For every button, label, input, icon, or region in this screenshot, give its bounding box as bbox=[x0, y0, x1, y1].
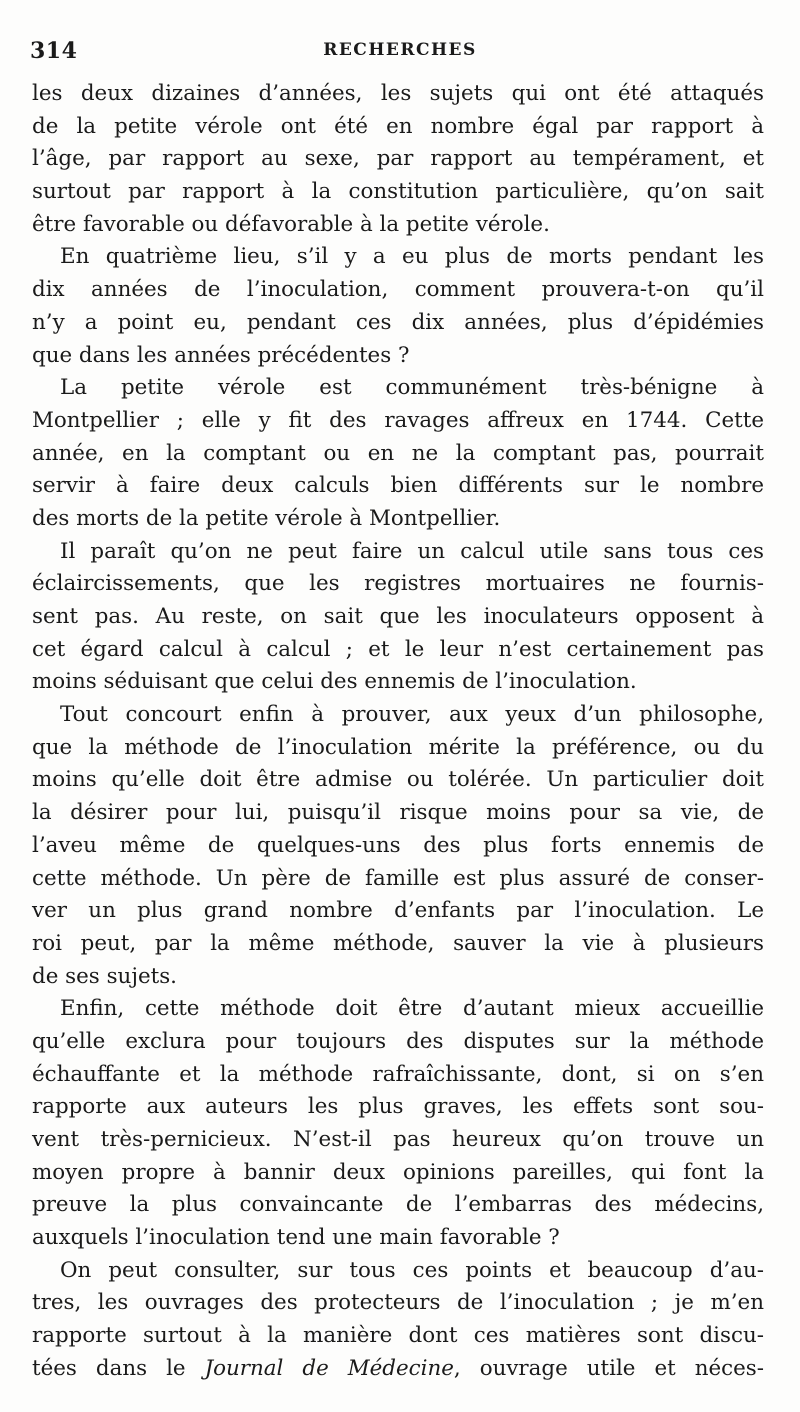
text-line: rapporte aux auteurs les plus graves, les effets sont sou- bbox=[32, 1094, 764, 1120]
text-line-final bbox=[32, 1353, 764, 1386]
page-number: 314 bbox=[30, 38, 78, 64]
text-line: que la méthode de l’inoculation mérite la préférence, ou du bbox=[32, 734, 764, 760]
text-line: On peut consulter, sur tous ces points et beaucoup d’au- bbox=[60, 1257, 764, 1283]
text-line: moins qu’elle doit être admise ou tolérée. Un particulier doit bbox=[32, 767, 764, 793]
text-line: En quatrième lieu, s’il y a eu plus de morts pendant les bbox=[60, 244, 764, 270]
text-line: qu’elle exclura pour toujours des disputes sur la méthode bbox=[32, 1028, 764, 1054]
text-line: rapporte surtout à la manière dont ces matières sont discu- bbox=[32, 1323, 764, 1349]
text-line: moins séduisant que celui des ennemis de l’inoculation. bbox=[32, 669, 637, 695]
text-line: servir à faire deux calculs bien différents sur le nombre bbox=[32, 473, 764, 499]
text-line: des morts de la petite vérole à Montpellier. bbox=[32, 505, 501, 531]
text-line: surtout par rapport à la constitution particulière, qu’on sait bbox=[32, 179, 764, 205]
page-header bbox=[30, 36, 770, 66]
text-line: être favorable ou défavorable à la petite vérole. bbox=[32, 211, 550, 237]
text-line: La petite vérole est communément très-bénigne à bbox=[60, 375, 764, 401]
text-line: l’aveu même de quelques-uns des plus forts ennemis de bbox=[32, 832, 764, 858]
text-line: la désirer pour lui, puisqu’il risque moins pour sa vie, de bbox=[32, 800, 764, 826]
text-line: que dans les années précédentes ? bbox=[32, 342, 410, 368]
text-line: échauffante et la méthode rafraîchissante, dont, si on s’en bbox=[32, 1061, 764, 1087]
text-line: de ses sujets. bbox=[32, 963, 177, 989]
text-line: Tout concourt enfin à prouver, aux yeux d’un philosophe, bbox=[60, 702, 764, 728]
text-line: éclaircissements, que les registres mortuaires ne fournis- bbox=[32, 571, 764, 597]
final-line-start: tées dans le bbox=[32, 1355, 205, 1381]
journal-title: Journal de Médecine bbox=[204, 1355, 454, 1381]
text-line: tres, les ouvrages des protecteurs de l’inoculation ; je m’en bbox=[32, 1290, 764, 1316]
running-head: RECHERCHES bbox=[323, 40, 477, 60]
final-line-end: , ouvrage utile et néces- bbox=[453, 1355, 764, 1381]
text-line: année, en la comptant ou en ne la comptant pas, pourrait bbox=[32, 440, 764, 466]
text-line: cet égard calcul à calcul ; et le leur n’est certainement pas bbox=[32, 636, 764, 662]
text-line: Montpellier ; elle y fit des ravages affreux en 1744. Cette bbox=[32, 407, 764, 433]
text-line: vent très-pernicieux. N’est-il pas heureux qu’on trouve un bbox=[32, 1127, 764, 1152]
text-line: Enfin, cette méthode doit être d’autant mieux accueillie bbox=[60, 996, 764, 1022]
text-line: sent pas. Au reste, on sait que les inoculateurs opposent à bbox=[32, 604, 764, 629]
text-line: n’y a point eu, pendant ces dix années, plus d’épidémies bbox=[32, 309, 764, 335]
text-line: dix années de l’inoculation, comment prouvera-t-on qu’il bbox=[32, 277, 764, 303]
text-line: moyen propre à bannir deux opinions pareilles, qui font la bbox=[32, 1159, 764, 1185]
body-text bbox=[32, 78, 764, 1386]
text-line: Il paraît qu’on ne peut faire un calcul utile sans tous ces bbox=[60, 538, 764, 564]
text-line: l’âge, par rapport au sexe, par rapport au tempérament, et bbox=[32, 146, 764, 172]
text-line: preuve la plus convaincante de l’embarras des médecins, bbox=[32, 1192, 764, 1218]
text-line: roi peut, par la même méthode, sauver la vie à plusieurs bbox=[32, 930, 764, 956]
text-line: les deux dizaines d’années, les sujets qui ont été attaqués bbox=[32, 81, 764, 106]
text-line: ver un plus grand nombre d’enfants par l’inoculation. Le bbox=[32, 898, 764, 924]
text-line: cette méthode. Un père de famille est plus assuré de conser- bbox=[32, 865, 764, 891]
text-line: auxquels l’inoculation tend une main favorable ? bbox=[32, 1225, 560, 1251]
text-line: de la petite vérole ont été en nombre égal par rapport à bbox=[32, 113, 764, 139]
